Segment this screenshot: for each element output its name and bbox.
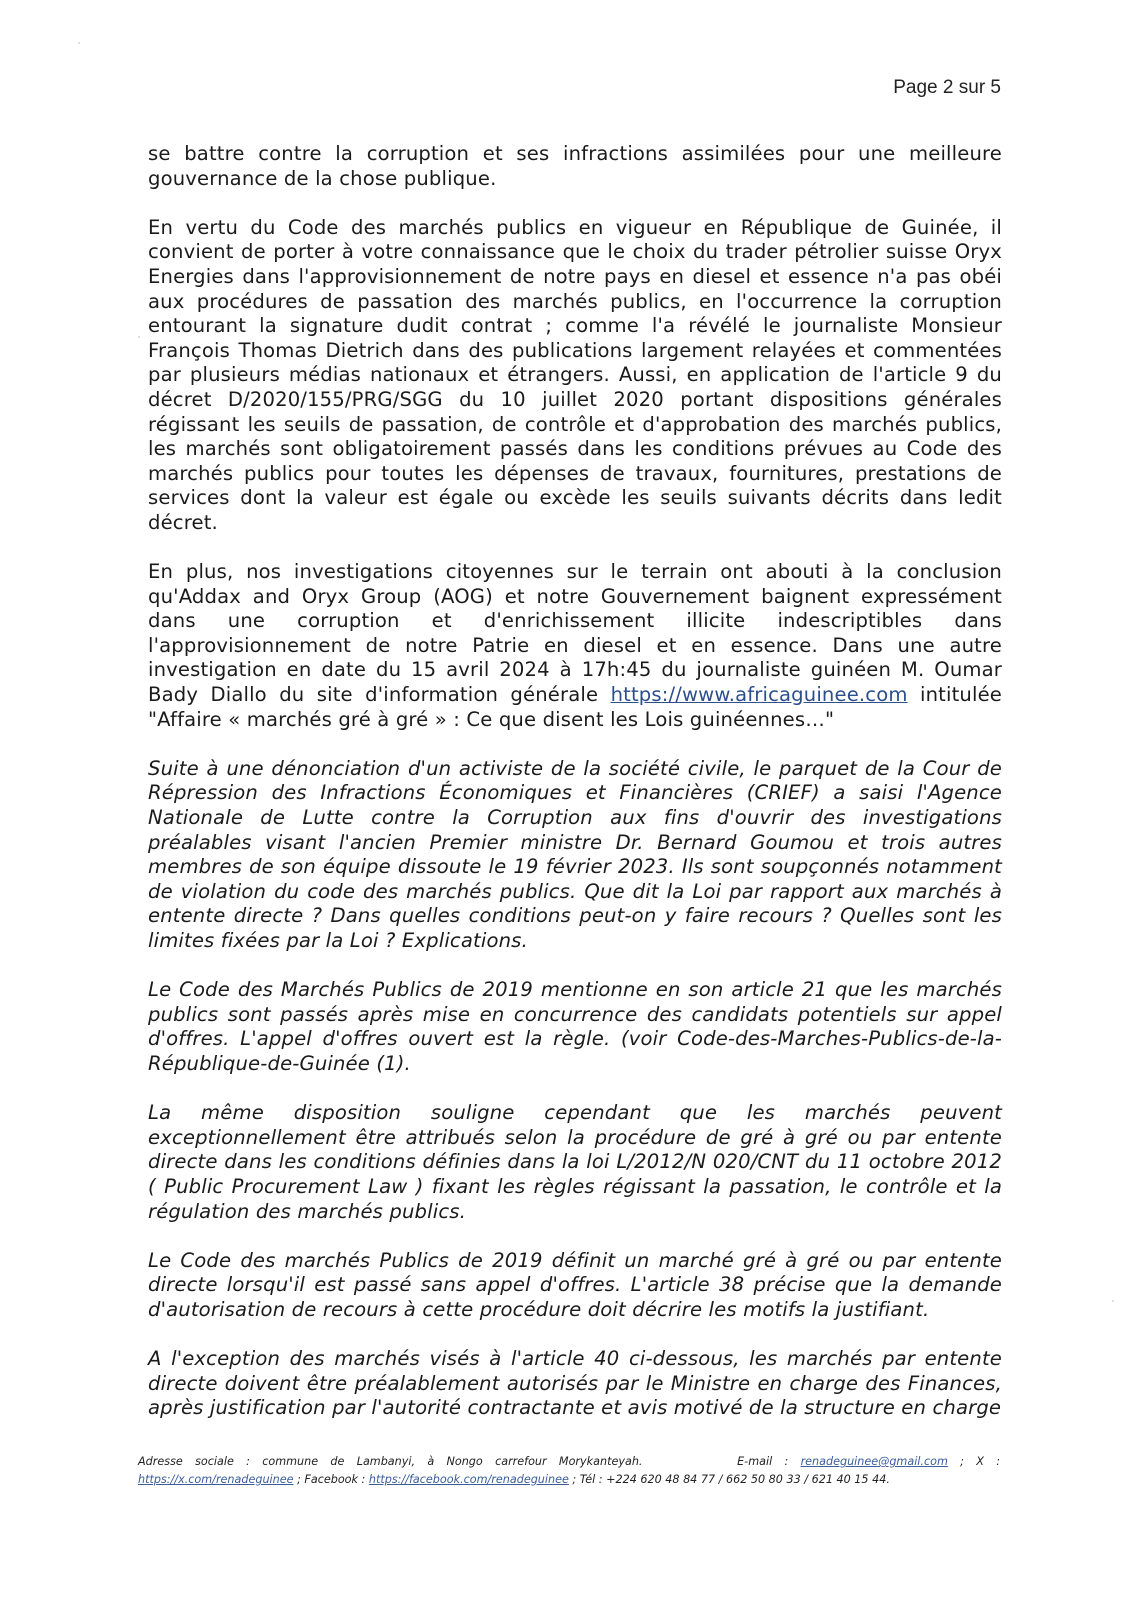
scan-speck xyxy=(1112,1300,1114,1302)
footer-facebook-link[interactable]: https://facebook.com/renadeguinee xyxy=(368,1473,569,1486)
page-number: Page 2 sur 5 xyxy=(893,77,1001,98)
paragraph-3-text-a: En plus, nos investigations citoyennes sur le terrain ont abouti à la conclusion qu'Addax and Oryx Group (AOG) et notre Gouvernement baignent expressément dans une corruption et d'enrichissement illicite indescriptibles dans l'approvisionnement de notre Patrie en diesel et en essence. Dans une autre investigation en date du 15 avril 2024 à 17h:45 du journaliste guinéen M. Oumar Bady Diallo du site d'information générale xyxy=(148,560,1002,707)
paragraph-6-quote: La même disposition souligne cependant que les marchés peuvent exceptionnellement être attribués selon la procédure de gré à gré ou par entente directe dans les conditions définies dans la loi L/2012/N 020/CNT du 11 octobre 2012 ( Public Procurement Law ) fixant les règles régissant la passation, le contrôle et la régulation des marchés publics. xyxy=(148,1101,1002,1223)
letter-footer xyxy=(138,1453,1000,1489)
paragraph-5-quote: Le Code des Marchés Publics de 2019 mentionne en son article 21 que les marchés publics sont passés après mise en concurrence des candidats potentiels sur appel d'offres. L'appel d'offres ouvert est la règle. (voir Code-des-Marches-Publics-de-la-République-de-Guinée (1). xyxy=(148,978,1002,1075)
footer-address: Adresse sociale : commune de Lambanyi, à Nongo carrefour Morykanteyah. xyxy=(138,1455,643,1468)
footer-phone: ; Tél : +224 620 48 84 77 / 662 50 80 33 / 621 40 15 44. xyxy=(568,1473,890,1486)
paragraph-4-quote: Suite à une dénonciation d'un activiste de la société civile, le parquet de la Cour de Répression des Infractions Économiques et Financières (CRIEF) a saisi l'Agence Nationale de Lutte contre la Corruption aux fins d'ouvrir des investigations préalables visant l'ancien Premier ministre Dr. Bernard Goumou et trois autres membres de son équipe dissoute le 19 février 2023. Ils sont soupçonnés notamment de violation du code des marchés publics. Que dit la Loi par rapport aux marchés à entente directe ? Dans quelles conditions peut-on y faire recours ? Quelles sont les limites fixées par la Loi ? Explications. xyxy=(148,756,1002,952)
paragraph-3 xyxy=(148,560,1002,732)
scan-speck xyxy=(78,42,80,44)
paragraph-1: se battre contre la corruption et ses infractions assimilées pour une meilleure gouvernance de la chose publique. xyxy=(148,142,1002,190)
paragraph-7-quote: Le Code des marchés Publics de 2019 définit un marché gré à gré ou par entente directe lorsqu'il est passé sans appel d'offres. L'article 38 précise que la demande d'autorisation de recours à cette procédure doit décrire les motifs la justifiant. xyxy=(148,1248,1002,1321)
footer-email-label: E-mail : xyxy=(737,1455,789,1468)
paragraph-2: En vertu du Code des marchés publics en vigueur en République de Guinée, il convient de porter à votre connaissance que le choix du trader pétrolier suisse Oryx Energies dans l'approvisionnement de notre pays en diesel et essence n'a pas obéi aux procédures de passation des marchés publics, en l'occurrence la corruption entourant la signature dudit contrat ; comme l'a révélé le journaliste Monsieur François Thomas Dietrich dans des publications largement relayées et commentées par plusieurs médias nationaux et étrangers. Aussi, en application de l'article 9 du décret D/2020/155/PRG/SGG du 10 juillet 2020 portant dispositions générales régissant les seuils de passation, de contrôle et d'approbation des marchés publics, les marchés sont obligatoirement passés dans les conditions prévues au Code des marchés publics pour toutes les dépenses de travaux, fournitures, prestations de services dont la valeur est égale ou excède les seuils suivants décrits dans ledit décret. xyxy=(148,215,1002,534)
footer-x-link[interactable]: https://x.com/renadeguinee xyxy=(138,1473,294,1486)
footer-email-link[interactable]: renadeguinee@gmail.com xyxy=(800,1455,948,1468)
paragraph-3-text-b: intitulée "Affaire « marchés gré à gré » : Ce que disent les Lois guinéennes…" xyxy=(148,683,1002,731)
paragraph-8-quote: A l'exception des marchés visés à l'article 40 ci-dessous, les marchés par entente directe doivent être préalablement autorisés par le Ministre en charge des Finances, après justification par l'autorité contractante et avis motivé de la structure en charge xyxy=(148,1347,1002,1420)
letter-body xyxy=(148,142,1002,1445)
footer-facebook-label: ; Facebook : xyxy=(293,1473,369,1486)
footer-x-label: ; X : xyxy=(947,1455,1000,1468)
africaguinee-link[interactable]: https://www.africaguinee.com xyxy=(610,683,908,707)
scan-speck xyxy=(138,336,140,338)
